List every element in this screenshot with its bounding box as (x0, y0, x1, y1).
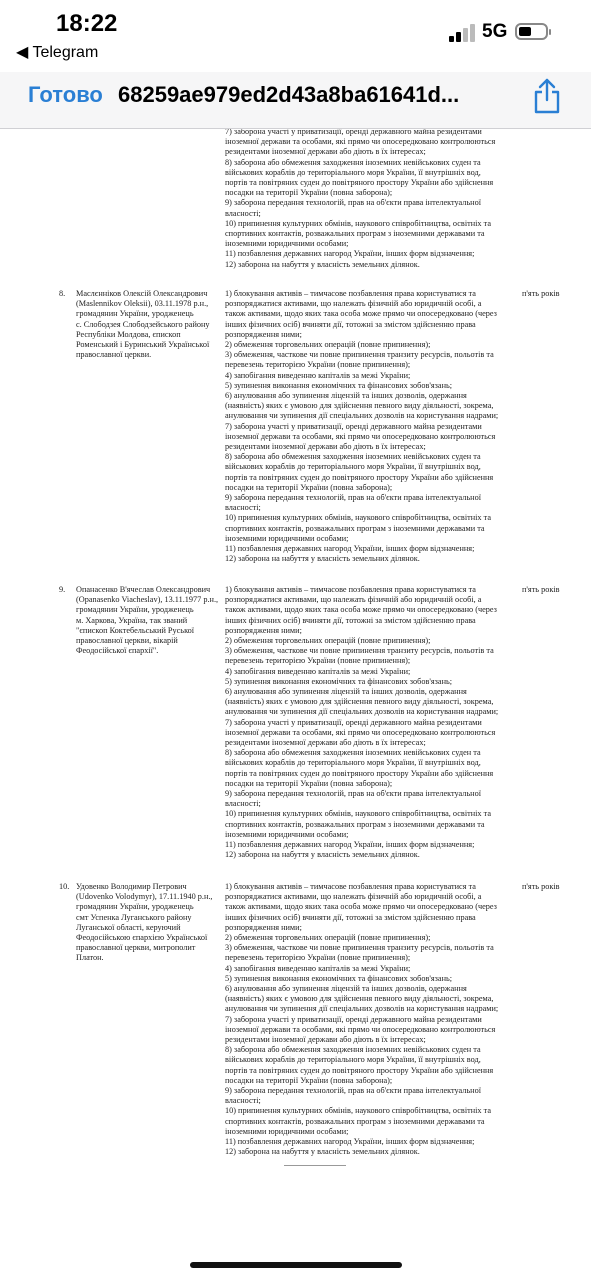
row-person: Маслєнніков Олексій Олександрович (Maslennikov Oleksii), 03.11.1978 р.н., громадянин України, уродженець с. Слободзея Слободзейського району Республіки Молдова, єпископ Роменський і Буринський Української православної церкви. (76, 289, 210, 360)
done-button[interactable]: Готово (28, 82, 103, 107)
row-number: 8. (59, 289, 66, 298)
end-separator-line (284, 1165, 346, 1166)
signal-icon (449, 22, 475, 42)
previous-row-measures: 7) заборона участі у приватизації, оренді державного майна резидентами іноземної держави та особами, які прямо чи опосередковано контролюються резидентами іноземної держави або діють в їх інтересах; 8) заборона або обмеження заходження іноземних невійськових суден та військових кораблів до територіального моря України, її внутрішніх вод, портів та повітряних суден до повітряного простору України або здійснення посадки на території України (повна заборона); 9) заборона передання технологій, прав на об'єкти права інтелектуальної власності; 10) припинення культурних обмінів, наукового співробітництва, освітніх та спортивних контактів, розважальних програм з іноземними державами та іноземними юридичними особами; 11) позбавлення державних нагород України, інших форм відзначення; 12) заборона на набуття у власність земельних ділянок. (225, 129, 496, 269)
document-title: 68259ae979ed2d43a8ba61641d... (118, 82, 460, 107)
row-measures: 1) блокування активів – тимчасове позбавлення права користуватися та розпоряджатися активами, що належать фізичній або юридичній особі, а також активами, щодо яких така особа може прямо чи опосередковано (через інших фізичних осіб) вчиняти дії, тотожні за змістом здійсненню права розпорядження ними; 2) обмеження торговельних операцій (повне припинення); 3) обмеження, часткове чи повне припинення транзиту ресурсів, польотів та перевезень територією України (повне припинення); 4) запобігання виведенню капіталів за межі України; 5) зупинення виконання економічних та фінансових зобов'язань; 6) анулювання або зупинення ліцензій та інших дозволів, одержання (наявність) яких є умовою для здійснення певного виду діяльності, зокрема, анулювання чи зупинення дії спеціальних дозволів на користування надрами; 7) заборона участі у приватизації, оренді державного майна резидентами іноземної держави та особами, які прямо чи опосередковано контролюються резидентами іноземної держави або діють в їх інтересах; 8) заборона або обмеження заходження іноземних невійськових суден та військових кораблів до територіального моря України, її внутрішніх вод, портів та повітряних суден до повітряного простору України або здійснення посадки на території України (повна заборона); 9) заборона передання технологій, прав на об'єкти права інтелектуальної власності; 10) припинення культурних обмінів, наукового співробітництва, освітніх та спортивних контактів, розважальних програм з іноземними державами та іноземними юридичними особами; 11) позбавлення державних нагород України, інших форм відзначення; 12) заборона на набуття у власність земельних ділянок. (225, 882, 499, 1157)
back-to-telegram-link[interactable]: ◀ Telegram (16, 44, 99, 61)
home-indicator[interactable] (190, 1262, 402, 1268)
document-viewer[interactable] (0, 129, 591, 1280)
row-measures: 1) блокування активів – тимчасове позбавлення права користуватися та розпоряджатися активами, що належать фізичній або юридичній особі, а також активами, щодо яких така особа може прямо чи опосередковано (через інших фізичних осіб) вчиняти дії, тотожні за змістом здійсненню права розпорядження ними; 2) обмеження торговельних операцій (повне припинення); 3) обмеження, часткове чи повне припинення транзиту ресурсів, польотів та перевезень територією України (повне припинення); 4) запобігання виведенню капіталів за межі України; 5) зупинення виконання економічних та фінансових зобов'язань; 6) анулювання або зупинення ліцензій та інших дозволів, одержання (наявність) яких є умовою для здійснення певного виду діяльності, зокрема, анулювання чи зупинення дії спеціальних дозволів на користування надрами; 7) заборона участі у приватизації, оренді державного майна резидентами іноземної держави та особами, які прямо чи опосередковано контролюються резидентами іноземної держави або діють в їх інтересах; 8) заборона або обмеження заходження іноземних невійськових суден та військових кораблів до територіального моря України, її внутрішніх вод, портів та повітряних суден до повітряного простору України або здійснення посадки на території України (повна заборона); 9) заборона передання технологій, прав на об'єкти права інтелектуальної власності; 10) припинення культурних обмінів, наукового співробітництва, освітніх та спортивних контактів, розважальних програм з іноземними державами та іноземними юридичними особами; 11) позбавлення державних нагород України, інших форм відзначення; 12) заборона на набуття у власність земельних ділянок. (225, 585, 499, 860)
battery-icon (515, 23, 548, 40)
share-icon[interactable] (530, 76, 564, 116)
row-term: п'ять років (522, 882, 560, 891)
row-term: п'ять років (522, 289, 560, 298)
status-bar (0, 0, 591, 72)
status-time: 18:22 (56, 10, 118, 37)
row-person: Удовенко Володимир Петрович (Udovenko Volodymyr), 17.11.1940 р.н., громадянин України, уродженець смт Успенка Луганського району Луганської області, керуючий Феодосійською єпархією Української православної церкви, митрополит Платон. (76, 882, 213, 963)
row-person: Опанасенко В'ячеслав Олександрович (Opanasenko Viacheslav), 13.11.1977 р.н., громадянин України, уродженець м. Харкова, Україна, так званий "єпископ Коктебельський Руської православної церкви, вікарій Феодосійської єпархії". (76, 585, 219, 656)
network-type: 5G (482, 21, 508, 42)
row-number: 9. (59, 585, 66, 594)
navigation-bar (0, 72, 591, 129)
row-term: п'ять років (522, 585, 560, 594)
row-number: 10. (59, 882, 70, 891)
row-measures: 1) блокування активів – тимчасове позбавлення права користуватися та розпоряджатися активами, що належать фізичній або юридичній особі, а також активами, щодо яких така особа може прямо чи опосередковано (через інших фізичних осіб) вчиняти дії, тотожні за змістом здійсненню права розпорядження ними; 2) обмеження торговельних операцій (повне припинення); 3) обмеження, часткове чи повне припинення транзиту ресурсів, польотів та перевезень територією України (повне припинення); 4) запобігання виведенню капіталів за межі України; 5) зупинення виконання економічних та фінансових зобов'язань; 6) анулювання або зупинення ліцензій та інших дозволів, одержання (наявність) яких є умовою для здійснення певного виду діяльності, зокрема, анулювання чи зупинення дії спеціальних дозволів на користування надрами; 7) заборона участі у приватизації, оренді державного майна резидентами іноземної держави та особами, які прямо чи опосередковано контролюються резидентами іноземної держави або діють в їх інтересах; 8) заборона або обмеження заходження іноземних невійськових суден та військових кораблів до територіального моря України, її внутрішніх вод, портів та повітряних суден до повітряного простору України або здійснення посадки на території України (повна заборона); 9) заборона передання технологій, прав на об'єкти права інтелектуальної власності; 10) припинення культурних обмінів, наукового співробітництва, освітніх та спортивних контактів, розважальних програм з іноземними державами та іноземними юридичними особами; 11) позбавлення державних нагород України, інших форм відзначення; 12) заборона на набуття у власність земельних ділянок. (225, 289, 499, 564)
